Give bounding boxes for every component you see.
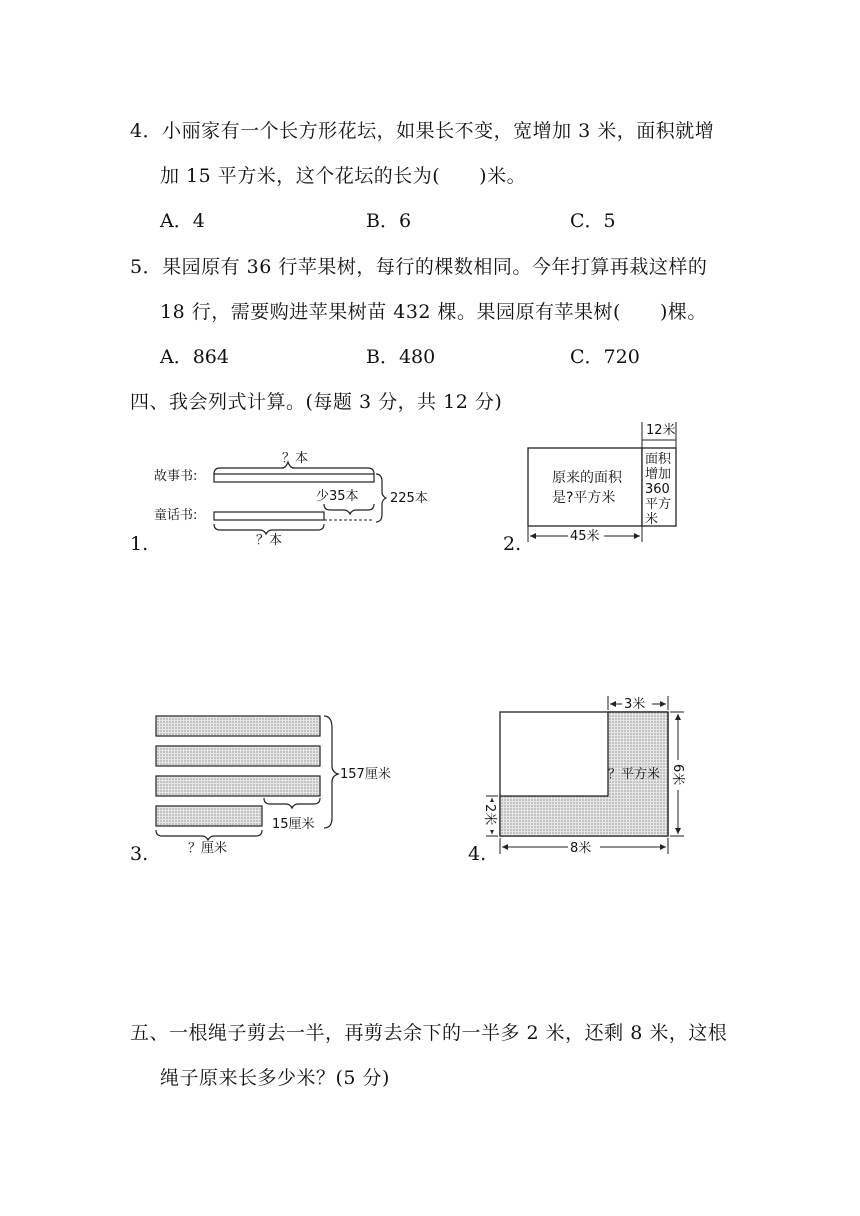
- fig3-total-label: 157厘米: [340, 767, 391, 782]
- fig4-right-label: 6米: [670, 764, 685, 786]
- fig1-top-label: ？本: [282, 451, 309, 466]
- fig2-strip-1: 面积: [645, 452, 672, 467]
- fig2-inner-line2: 是?平方米: [552, 490, 616, 506]
- fig4-number: 4.: [468, 843, 487, 865]
- fig4-bottom-label: 8米: [570, 841, 592, 856]
- fig2-strip-2: 增加: [645, 467, 672, 482]
- q4-line2: 加 15 平方米，这个花坛的长为( )米。: [160, 165, 527, 187]
- fig3-bar-2: [156, 746, 320, 766]
- q4-option-a: A．4: [160, 210, 205, 232]
- fig4-left-label: 2米: [482, 804, 497, 826]
- fig1-less-label: 少35本: [316, 489, 359, 504]
- fig2-strip-4: 平方: [645, 497, 672, 512]
- fig4-area-label: ？平方米: [608, 767, 661, 782]
- fig1-bar-fairy: [214, 512, 324, 520]
- q5-option-c: C．720: [570, 346, 640, 368]
- fig3-bar-1: [156, 716, 320, 736]
- fig3-short-label: 15厘米: [272, 817, 315, 832]
- q4-option-b: B．6: [366, 210, 412, 232]
- fig1-number: 1.: [130, 533, 149, 555]
- fig1-total-label: 225本: [390, 491, 428, 506]
- fig2-number: 2.: [503, 533, 522, 555]
- fig2-diagram: [522, 418, 692, 548]
- fig4-diagram: [480, 694, 690, 858]
- fig3-bar-4: [156, 806, 262, 826]
- fig2-strip-3: 360: [645, 482, 670, 497]
- fig3-number: 3.: [130, 843, 149, 865]
- fig1-bar-story: [214, 474, 374, 482]
- q4-line1: 4．小丽家有一个长方形花坛，如果长不变，宽增加 3 米，面积就增: [130, 120, 715, 142]
- fig2-bottom-label: 45米: [570, 529, 600, 544]
- fig1-row1-label: 故事书:: [154, 469, 198, 484]
- fig2-original-rect: [528, 448, 642, 526]
- q5-line1: 5．果园原有 36 行苹果树，每行的棵数相同。今年打算再栽这样的: [130, 256, 708, 278]
- fig1-row2-label: 童话书:: [154, 508, 198, 523]
- fig3-bottom-label: ？厘米: [188, 841, 228, 856]
- fig1-bottom-label: ？本: [256, 533, 283, 548]
- q5-option-a: A．864: [160, 346, 229, 368]
- fig3-diagram: [148, 706, 428, 856]
- fig2-width-label: 12米: [646, 423, 676, 438]
- section5-line1: 五、一根绳子剪去一半，再剪去余下的一半多 2 米，还剩 8 米，这根: [130, 1022, 728, 1044]
- fig2-strip-5: 米: [645, 512, 659, 527]
- fig4-top-label: 3米: [624, 697, 646, 712]
- fig2-inner-line1: 原来的面积: [552, 470, 622, 486]
- q5-line2: 18 行，需要购进苹果树苗 432 棵。果园原有苹果树( )棵。: [160, 301, 707, 323]
- fig3-bar-3: [156, 776, 320, 796]
- fig1-diagram: [150, 448, 430, 548]
- section5-line2: 绳子原来长多少米？(5 分): [160, 1067, 390, 1089]
- section4-heading: 四、我会列式计算。(每题 3 分，共 12 分): [130, 391, 503, 413]
- q4-option-c: C．5: [570, 210, 616, 232]
- q5-option-b: B．480: [366, 346, 436, 368]
